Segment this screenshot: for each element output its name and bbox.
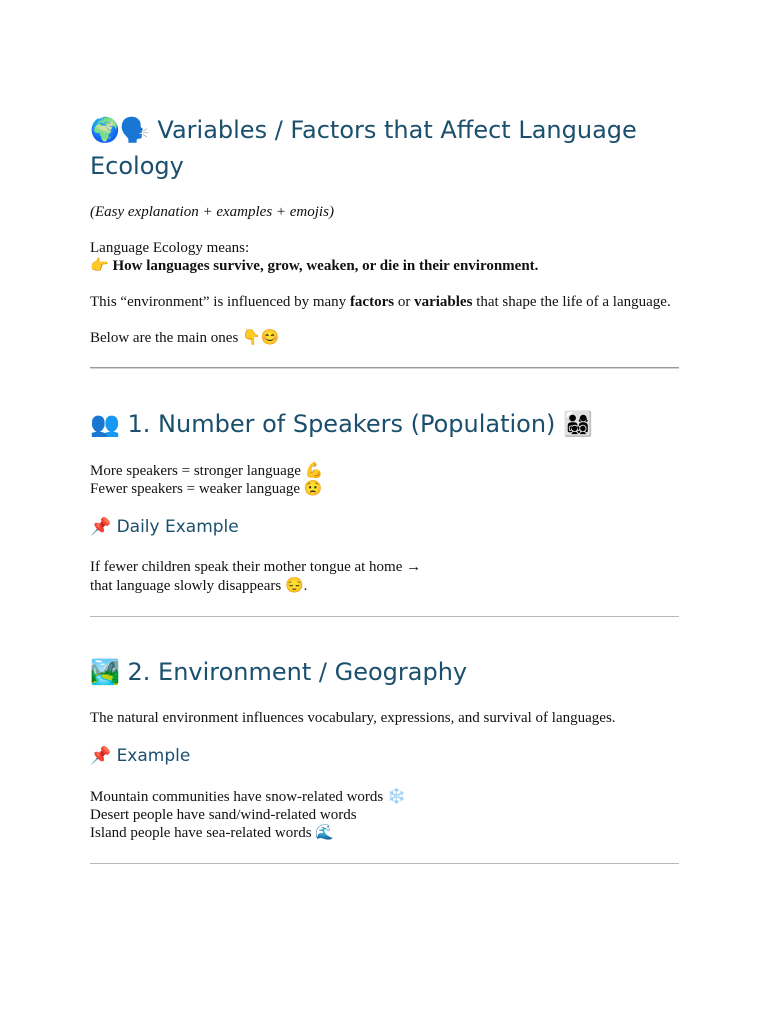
title-emoji: 🌍🗣️ (90, 116, 150, 144)
intro-line-1: Language Ecology means: (90, 240, 250, 256)
intro-line-2 (90, 257, 690, 275)
subtitle: (Easy explanation + examples + emojis) (90, 204, 334, 220)
section-2-example-line-2: Desert people have sand/wind-related words (90, 807, 357, 823)
factors-term: factors (349, 294, 395, 310)
intro-line-2-text: How languages survive, grow, weaken, or die in their environment. (108, 258, 539, 274)
pointing-icon: 👉 (90, 258, 109, 274)
section-1-example-line-2: that language slowly disappears 😔. (90, 578, 308, 594)
section-1-line-1: More speakers = stronger language 💪 (90, 463, 324, 479)
section-2-heading: 🏞️ 2. Environment / Geography (90, 658, 468, 686)
variables-term: variables (414, 294, 473, 310)
intro-line-3 (90, 293, 690, 311)
page-title (90, 112, 679, 184)
intro-line-3-mid: or (394, 294, 415, 310)
section-1-line-2: Fewer speakers = weaker language 😟 (90, 481, 323, 497)
section-1-subheading: 📌 Daily Example (90, 517, 239, 537)
section-1-example-line-1: If fewer children speak their mother tongue at home → (90, 559, 422, 575)
section-divider (90, 616, 679, 617)
title-text: Variables / Factors that Affect Language Ecology (90, 116, 637, 180)
intro-line-3-start: This “environment” is influenced by many (90, 294, 350, 310)
section-1-heading: 👥 1. Number of Speakers (Population) 👨‍👩‍👧‍👦 (90, 410, 593, 438)
intro-line-4: Below are the main ones 👇😊 (90, 330, 280, 346)
section-2-example-line-3: Island people have sea-related words 🌊 (90, 825, 334, 841)
section-divider (90, 367, 679, 369)
intro-line-3-end: that shape the life of a language. (472, 294, 671, 310)
section-2-line-1: The natural environment influences vocabulary, expressions, and survival of languages. (90, 710, 616, 726)
section-2-subheading: 📌 Example (90, 746, 191, 766)
section-divider (90, 863, 679, 864)
section-2-example-line-1: Mountain communities have snow-related words ❄️ (90, 789, 406, 805)
